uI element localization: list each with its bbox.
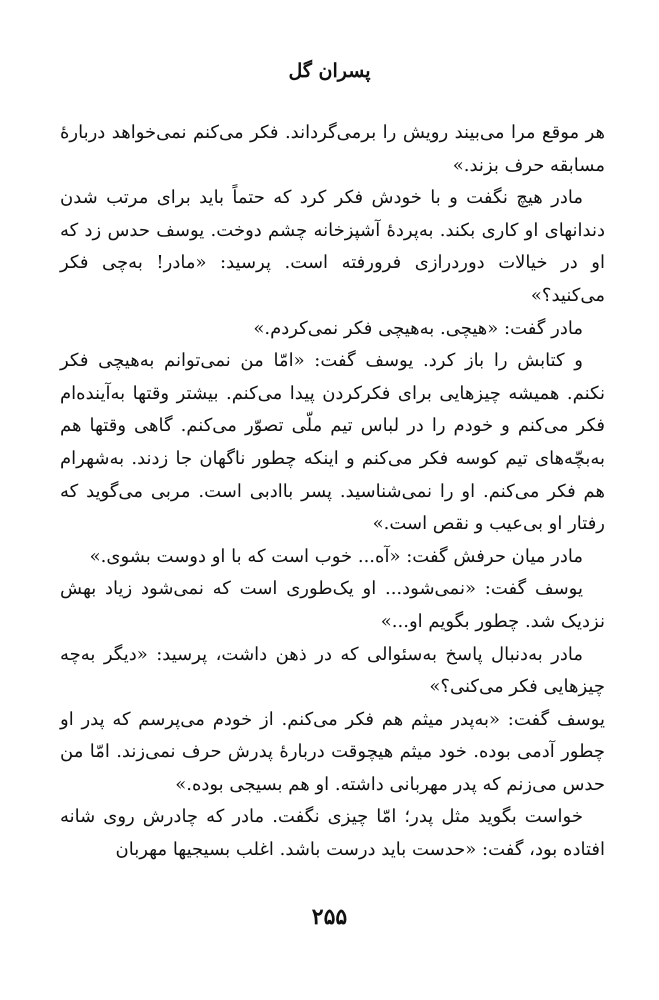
paragraph-2: مادر هیچ نگفت و با خودش فکر کرد که حتماً باید برای مرتب شدن دندانهای او کاری بکند. به‌پردهٔ آشپزخانه چشم دوخت. یوسف حدس زد که او در خیالات دوردرازی فرورفته است. پرسید: «مادر! به‌چی فکر می‌کنید؟» — [60, 187, 605, 306]
paragraph-3: مادر گفت: «هیچی. به‌هیچی فکر نمی‌کردم.» — [253, 317, 583, 339]
paragraph-8: یوسف گفت: «به‌پدر میثم هم فکر می‌کنم. از خودم می‌پرسم که پدر او چطور آدمی بوده. خود میثم هیچوقت دربارهٔ پدرش حرف نمی‌زند. امّا من حدس می‌زنم که پدر مهربانی داشته. او هم بسیجی بوده.» — [60, 708, 605, 795]
paragraph-6: یوسف گفت: «نمی‌شود... او یک‌طوری است که نمی‌شود زیاد بهش نزدیک شد. چطور بگویم او...» — [60, 578, 605, 632]
paragraph-5: مادر میان حرفش گفت: «آه... خوب است که با او دوست بشوی.» — [89, 545, 583, 567]
running-title: پسران گل — [288, 60, 371, 82]
paragraph-7: مادر به‌دنبال پاسخ به‌سئوالی که در ذهن داشت، پرسید: «دیگر به‌چه چیزهایی فکر می‌کنی؟» — [60, 643, 605, 698]
page-number: ۲۵۵ — [311, 904, 348, 930]
paragraph-1: هر موقع مرا می‌بیند رویش را برمی‌گرداند. فکر می‌کنم نمی‌خواهد دربارهٔ مسابقه حرف بزند.» — [60, 122, 605, 176]
paragraph-9: خواست بگوید مثل پدر؛ امّا چیزی نگفت. مادر که چادرش روی شانه افتاده بود، گفت: «حدست باید درست باشد. اغلب بسیجیها مهربان — [60, 806, 605, 861]
body-text — [60, 117, 605, 867]
paragraph-4: و کتابش را باز کرد. یوسف گفت: «امّا من نمی‌توانم به‌هیچی فکر نکنم. همیشه چیزهایی برای فکرکردن پیدا می‌کنم. بیشتر وقتها به‌آینده‌ام فکر می‌کنم و خودم را در لباس تیم ملّی تصوّر می‌کنم. گاهی وقتها هم به‌بچّه‌های تیم کوسه فکر می‌کنم و اینکه چطور ناگهان جا زدند. به‌شهرام هم فکر می‌کنم. او را نمی‌شناسید. پسر باادبی است. مربی می‌گوید که رفتار او بی‌عیب و نقص است.» — [60, 350, 605, 535]
